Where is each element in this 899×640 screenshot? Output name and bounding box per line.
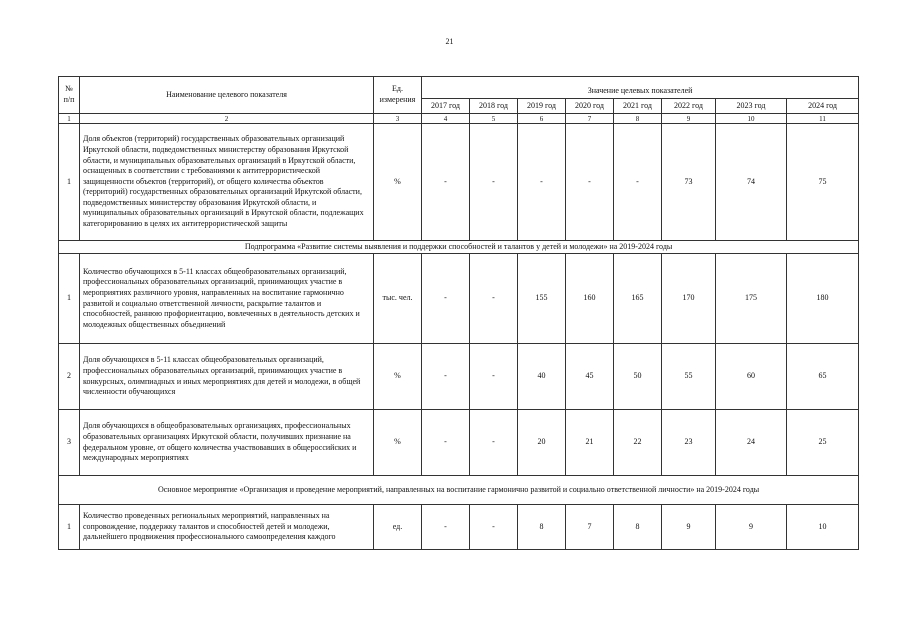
row-value: - [470,344,518,410]
section-heading-row [59,241,859,254]
header-num: № п/п [59,77,80,114]
row-value: 23 [662,410,716,476]
row-value: - [518,124,566,241]
row-num: 2 [59,344,80,410]
row-value: - [470,410,518,476]
header-year: 2020 год [566,99,614,114]
column-number: 9 [662,114,716,124]
header-year: 2024 год [787,99,859,114]
header-year: 2019 год [518,99,566,114]
target-indicators-table [58,76,859,550]
column-number: 3 [374,114,422,124]
header-values-group: Значение целевых показателей [422,77,859,99]
row-value: 9 [716,505,787,550]
column-number: 11 [787,114,859,124]
row-value: - [422,505,470,550]
header-year: 2018 год [470,99,518,114]
table-row [59,505,859,550]
section-title: Основное мероприятие «Организация и проведение мероприятий, направленных на воспитание гармонично развитой и социально ответственной личности» на 2019-2024 годы [59,476,859,505]
row-num: 3 [59,410,80,476]
table-row [59,410,859,476]
row-value: - [566,124,614,241]
header-year: 2017 год [422,99,470,114]
row-name: Количество проведенных региональных мероприятий, направленных на сопровождение, поддержку талантов и способностей детей и молодежи, дальнейшего продвижения профессионального самоопределения каждого [80,505,374,550]
row-value: - [470,124,518,241]
section-title: Подпрограмма «Развитие системы выявления и поддержки способностей и талантов у детей и молодежи» на 2019-2024 годы [59,241,859,254]
row-name: Количество обучающихся в 5-11 классах общеобразовательных организаций, профессиональных образовательных организаций, принимающих участие в мероприятиях различного уровня, направленных на воспитание гармонично развитой и социально ответственной личности, раскрытие талантов и способностей, раннюю профориентацию, вовлеченных в деятельность детских и молодежных общественных объединений [80,254,374,344]
row-value: 180 [787,254,859,344]
row-value: 65 [787,344,859,410]
row-value: 25 [787,410,859,476]
header-year: 2022 год [662,99,716,114]
row-value: 74 [716,124,787,241]
row-name: Доля объектов (территорий) государственных образовательных организаций Иркутской области, подведомственных министерству образования Иркутской области, и муниципальных образовательных организаций в Иркутской области, оснащенных в соответствии с требованиями к антитеррористической защищенности объектов (территорий), от общего количества объектов (территорий) государственных образовательных организаций Иркутской области, подведомственных министерству образования Иркутской области, и муниципальных образовательных организаций в Иркутской области, подлежащих категорированию в целях их антитеррористической защиты [80,124,374,241]
column-number: 2 [80,114,374,124]
section-heading-row [59,476,859,505]
row-value: - [470,254,518,344]
row-value: - [422,410,470,476]
row-value: 175 [716,254,787,344]
row-value: 45 [566,344,614,410]
column-number: 5 [470,114,518,124]
column-number: 1 [59,114,80,124]
row-value: 50 [614,344,662,410]
row-value: 60 [716,344,787,410]
header-year: 2021 год [614,99,662,114]
row-value: 20 [518,410,566,476]
row-name: Доля обучающихся в 5-11 классах общеобразовательных организаций, профессиональных образовательных организаций, принимающих участие в конкурсных, олимпиадных и иных мероприятиях для детей и молодежи, в общей численности обучающихся [80,344,374,410]
row-value: - [422,344,470,410]
table-row [59,344,859,410]
row-value: 73 [662,124,716,241]
row-value: 22 [614,410,662,476]
row-value: - [470,505,518,550]
column-number: 4 [422,114,470,124]
row-value: 8 [614,505,662,550]
column-numbers-row [59,114,859,124]
row-unit: % [374,124,422,241]
column-number: 10 [716,114,787,124]
header-unit: Ед. измерения [374,77,422,114]
row-unit: % [374,410,422,476]
row-num: 1 [59,505,80,550]
row-value: 24 [716,410,787,476]
row-value: - [422,124,470,241]
row-name: Доля обучающихся в общеобразовательных организациях, профессиональных образовательных организациях Иркутской области, получивших признание на федеральном уровне, от общего количества участвовавших в общероссийских и международных мероприятиях [80,410,374,476]
row-value: 40 [518,344,566,410]
table-row [59,254,859,344]
row-value: 55 [662,344,716,410]
column-number: 8 [614,114,662,124]
column-number: 6 [518,114,566,124]
row-value: - [614,124,662,241]
table-row [59,124,859,241]
row-value: 9 [662,505,716,550]
row-value: 7 [566,505,614,550]
row-value: 10 [787,505,859,550]
row-unit: % [374,344,422,410]
row-unit: ед. [374,505,422,550]
page-number: 21 [445,37,454,46]
row-num: 1 [59,124,80,241]
row-value: 75 [787,124,859,241]
row-unit: тыс. чел. [374,254,422,344]
row-value: 165 [614,254,662,344]
header-year: 2023 год [716,99,787,114]
row-value: 170 [662,254,716,344]
row-num: 1 [59,254,80,344]
row-value: - [422,254,470,344]
row-value: 160 [566,254,614,344]
row-value: 21 [566,410,614,476]
row-value: 155 [518,254,566,344]
header-name: Наименование целевого показателя [80,77,374,114]
header-row-top [59,77,859,99]
column-number: 7 [566,114,614,124]
row-value: 8 [518,505,566,550]
